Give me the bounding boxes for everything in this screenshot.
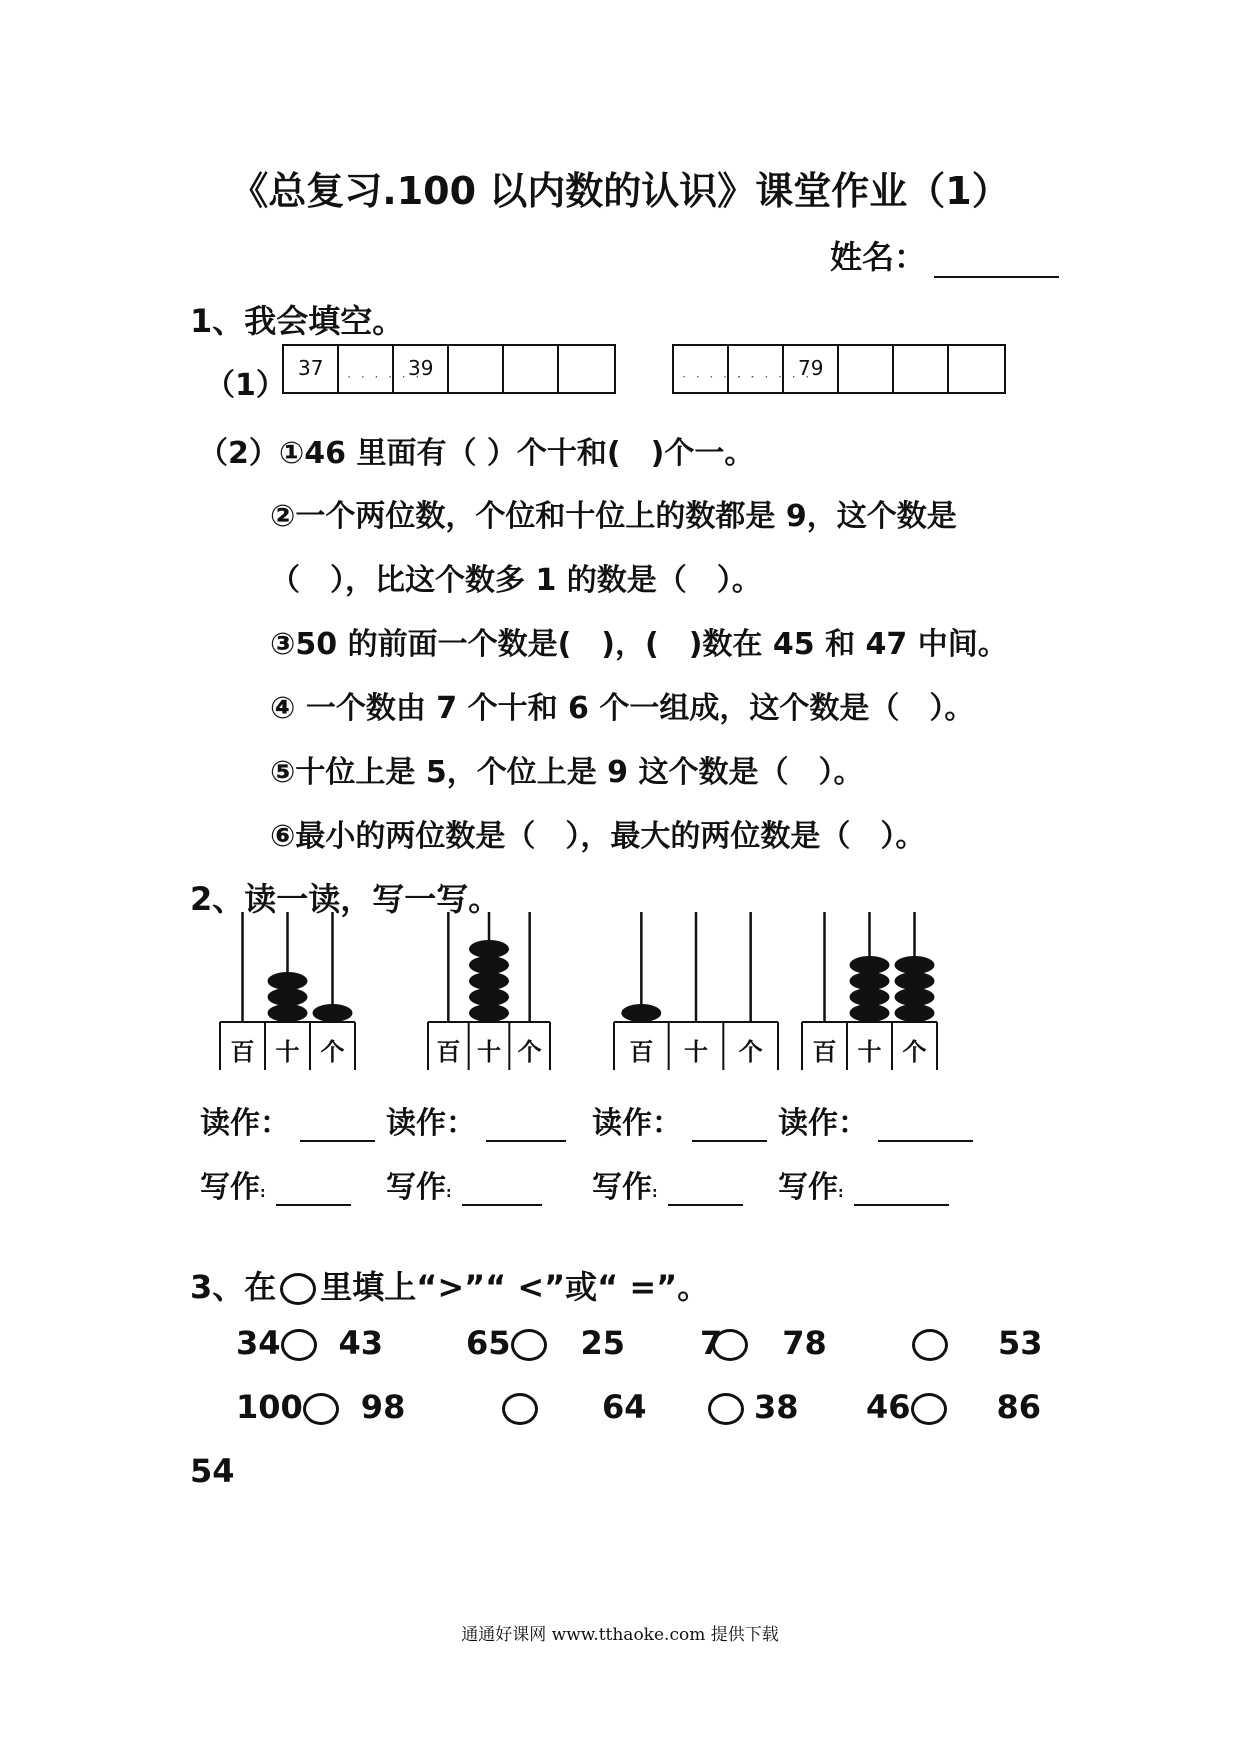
write-label: 写作 [778, 1170, 838, 1205]
abacus-place-label: 个 [738, 1038, 763, 1066]
compare-item: 34 43 [236, 1324, 384, 1362]
abacus-bead [895, 1004, 935, 1022]
abacus-bead [469, 988, 509, 1006]
compare-circle[interactable] [502, 1393, 538, 1425]
read-blank[interactable] [692, 1112, 767, 1142]
write-blank[interactable] [462, 1176, 542, 1206]
abacus-bead [469, 972, 509, 990]
question-1-2-5: ⑤十位上是 5，个位上是 9 这个数是（ ）。 [270, 755, 864, 790]
abacus-bead [469, 956, 509, 974]
abacus-bead [268, 1004, 308, 1022]
abacus-bead [850, 956, 890, 974]
read-blank[interactable] [300, 1112, 375, 1142]
seq-b-cell[interactable] [839, 346, 894, 392]
write-row: 写作: [200, 1162, 351, 1206]
compare-item: 65 25 [466, 1324, 626, 1362]
read-blank[interactable] [486, 1112, 566, 1142]
abacus-place-label: 个 [320, 1038, 345, 1066]
sub1-label: （1） [205, 368, 286, 403]
abacus-bead [268, 988, 308, 1006]
abacus-bead [313, 1004, 353, 1022]
read-row [592, 1098, 767, 1142]
seq-b-cell[interactable] [894, 346, 949, 392]
abacus-place-label: 个 [517, 1038, 542, 1066]
abacus-place-label: 百 [436, 1038, 461, 1066]
abacus-bead [621, 1004, 661, 1022]
write-row: 写作: [778, 1162, 949, 1206]
question-1-2-2b: （ ），比这个数多 1 的数是（ ）。 [270, 563, 762, 598]
compare-circle[interactable] [303, 1393, 339, 1425]
footer-source: 通通好课网 www.tthaoke.com 提供下载 [461, 1625, 779, 1645]
question-1-2-1: （2）①46 里面有（ ）个十和( )个一。 [198, 436, 755, 471]
compare-circle[interactable] [511, 1329, 547, 1361]
write-blank[interactable] [854, 1176, 949, 1206]
question-1-2-2: ②一个两位数，个位和十位上的数都是 9，这个数是 [270, 499, 957, 534]
seq-a-cell[interactable] [559, 346, 614, 392]
read-label: 读作： [386, 1106, 476, 1141]
write-label: 写作 [200, 1170, 260, 1205]
compare-circle[interactable] [912, 1329, 948, 1361]
abacus-figures [0, 890, 1240, 1075]
compare-circle[interactable] [708, 1393, 744, 1425]
compare-circle[interactable] [712, 1329, 748, 1361]
read-blank[interactable] [878, 1112, 973, 1142]
write-blank[interactable] [276, 1176, 351, 1206]
abacus-bead [895, 956, 935, 974]
write-row: 写作: [386, 1162, 542, 1206]
read-label: 读作： [778, 1106, 868, 1141]
abacus-place-label: 十 [275, 1038, 300, 1066]
compare-item: 46 86 [866, 1388, 1042, 1426]
abacus-place-label: 十 [477, 1038, 501, 1066]
number-sequence-a [282, 344, 616, 394]
abacus-bead [850, 1004, 890, 1022]
section3-heading: 3、在 里填上“>”“ <”或“ =”。 [190, 1268, 710, 1306]
compare-item: 38 [708, 1388, 799, 1426]
abacus-bead [895, 988, 935, 1006]
abacus-bead [469, 940, 509, 958]
seq-b-cell: 79 [784, 346, 839, 392]
abacus-bead [268, 972, 308, 990]
abacus-bead [895, 972, 935, 990]
abacus-place-label: 十 [684, 1038, 708, 1066]
question-1-2-4: ④ 一个数由 7 个十和 6 个一组成，这个数是（ ）。 [270, 691, 975, 726]
abacus-bead [469, 1004, 509, 1022]
compare-item: 64 [502, 1388, 647, 1426]
seq-a-cell[interactable]: · · · · · · [339, 346, 394, 392]
abacus-place-label: 百 [230, 1038, 255, 1066]
name-field [830, 232, 1059, 278]
compare-item: 7 78 [700, 1324, 827, 1362]
section1-heading: 1、我会填空。 [190, 302, 405, 340]
abacus-place-label: 百 [812, 1038, 837, 1066]
seq-b-cell[interactable]: · · · · · · [674, 346, 729, 392]
compare-circle[interactable] [281, 1329, 317, 1361]
compare-circle[interactable] [911, 1393, 947, 1425]
read-label: 读作： [592, 1106, 682, 1141]
compare-item: 53 [912, 1324, 1043, 1362]
write-label: 写作 [592, 1170, 652, 1205]
seq-a-cell[interactable] [504, 346, 559, 392]
write-label: 写作 [386, 1170, 446, 1205]
abacus-place-label: 十 [857, 1038, 882, 1066]
read-row [778, 1098, 973, 1142]
read-row [386, 1098, 566, 1142]
name-label: 姓名： [830, 238, 927, 276]
seq-a-cell: 37 [284, 346, 339, 392]
write-blank[interactable] [668, 1176, 743, 1206]
question-1-2-3: ③50 的前面一个数是( )，( )数在 45 和 47 中间。 [270, 627, 1008, 662]
abacus-bead [850, 988, 890, 1006]
name-blank[interactable] [934, 246, 1059, 278]
abacus-place-label: 个 [902, 1038, 927, 1066]
circle-icon [280, 1273, 316, 1305]
seq-a-cell: 39 [394, 346, 449, 392]
compare-item: 100 98 [236, 1388, 406, 1426]
trailing-number: 54 [190, 1452, 235, 1490]
write-row: 写作: [592, 1162, 743, 1206]
number-sequence-b [672, 344, 1006, 394]
page-title: 《总复习.100 以内数的认识》课堂作业（1） [230, 169, 1010, 213]
section2-heading: 2、读一读，写一写。 [190, 880, 501, 918]
question-1-2-6: ⑥最小的两位数是（ ），最大的两位数是（ ）。 [270, 819, 926, 854]
abacus-bead [850, 972, 890, 990]
read-row [200, 1098, 375, 1142]
seq-b-cell[interactable]: · · · · · · [729, 346, 784, 392]
abacus-place-label: 百 [629, 1038, 654, 1066]
read-label: 读作： [200, 1106, 290, 1141]
seq-a-cell[interactable] [449, 346, 504, 392]
seq-b-cell[interactable] [949, 346, 1004, 392]
